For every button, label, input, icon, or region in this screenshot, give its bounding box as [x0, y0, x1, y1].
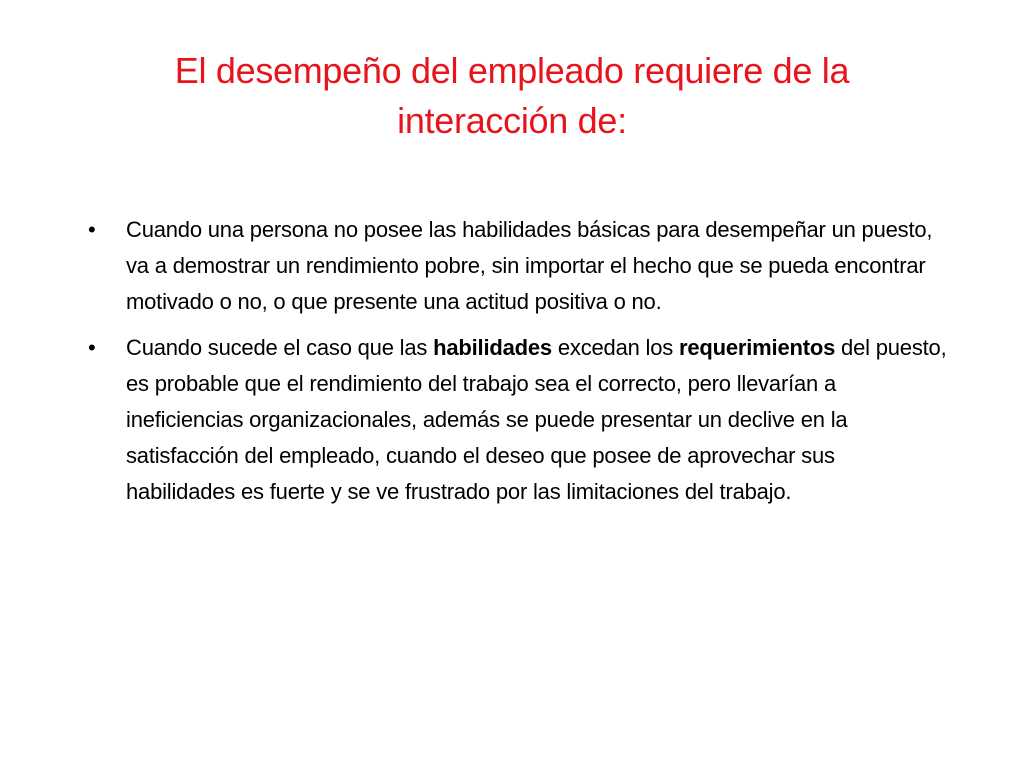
bold-term-habilidades: habilidades	[433, 335, 552, 360]
bullet-marker: •	[88, 335, 96, 360]
bullet-list	[88, 212, 948, 520]
bullet-text: Cuando una persona no posee las habilidades básicas para desempeñar un puesto, va a demostrar un rendimiento pobre, sin importar el hecho que se pueda encontrar motivado o no, o que presente una actitud positiva o no.	[126, 217, 933, 314]
bullet-text-segment: del puesto, es probable que el rendimiento del trabajo sea el correcto, pero llevarían a ineficiencias organizacionales, además se puede presentar un declive en la satisfacción del empleado, cuando el deseo que posee de aprovechar sus habilidades es fuerte y se ve frustrado por las limitaciones del trabajo.	[126, 335, 947, 504]
bullet-text-segment: excedan los	[551, 335, 679, 360]
bullet-item-1	[88, 212, 948, 320]
slide-title: El desempeño del empleado requiere de la interacción de:	[174, 50, 850, 141]
bullet-marker: •	[88, 217, 96, 242]
bold-term-requerimientos: requerimientos	[679, 335, 836, 360]
bullet-item-2	[88, 330, 948, 510]
bullet-text-segment: Cuando sucede el caso que las	[126, 335, 434, 360]
